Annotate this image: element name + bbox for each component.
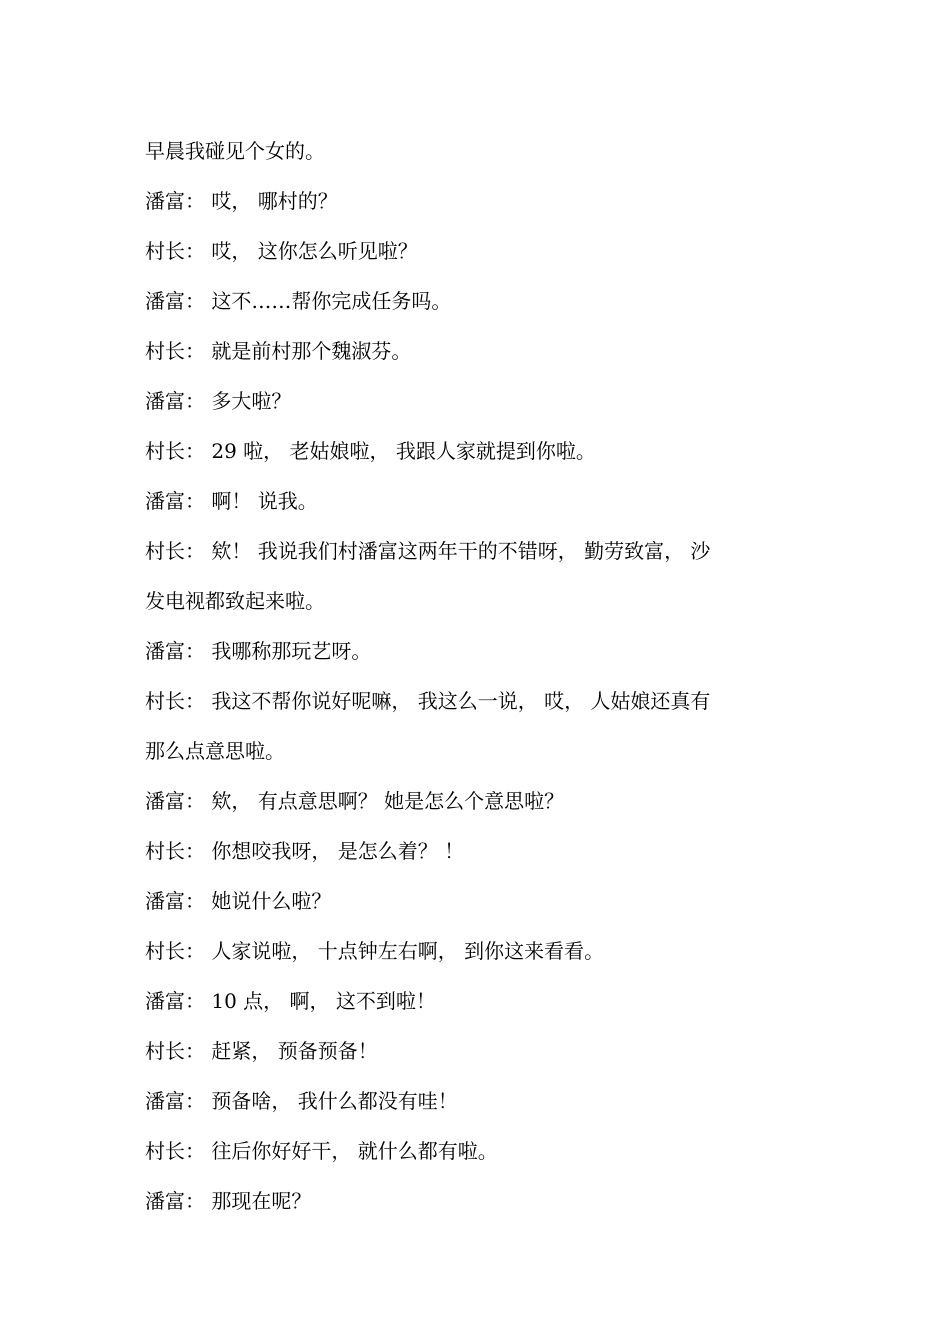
text-line: 村长： 你想咬我呀， 是怎么着？ ！ (145, 839, 465, 863)
script-text (145, 131, 810, 1231)
text-line: 潘富： 欸， 有点意思啊？ 她是怎么个意思啦？ (145, 789, 565, 813)
text-line: 村长： 往后你好好干， 就什么都有啦。 (145, 1139, 498, 1163)
text-line: 潘富： 多大啦？ (145, 389, 292, 413)
text-line: 村长： 29 啦， 老姑娘啦， 我跟人家就提到你啦。 (145, 439, 596, 463)
text-line: 那么点意思啦。 (145, 739, 285, 763)
text-line: 村长： 赶紧， 预备预备！ (145, 1039, 378, 1063)
text-line: 潘富： 哎， 哪村的？ (145, 189, 338, 213)
text-line: 潘富： 预备啥， 我什么都没有哇！ (145, 1089, 458, 1113)
text-line: 村长： 我这不帮你说好呢嘛， 我这么一说， 哎， 人姑娘还真有 (145, 689, 711, 713)
text-line: 村长： 欸！ 我说我们村潘富这两年干的不错呀， 勤劳致富， 沙 (145, 539, 711, 563)
text-line: 潘富： 她说什么啦？ (145, 889, 332, 913)
text-line: 村长： 人家说啦， 十点钟左右啊， 到你这来看看。 (145, 939, 605, 963)
text-line: 发电视都致起来啦。 (145, 589, 325, 613)
text-line: 潘富： 啊！ 说我。 (145, 489, 318, 513)
text-line: 潘富： 10 点， 啊， 这不到啦！ (145, 989, 436, 1013)
text-line: 村长： 哎， 这你怎么听见啦？ (145, 239, 418, 263)
text-line: 村长： 就是前村那个魏淑芬。 (145, 339, 412, 363)
text-line: 早晨我碰见个女的。 (145, 139, 325, 163)
text-line: 潘富： 我哪称那玩艺呀。 (145, 639, 372, 663)
text-line: 潘富： 那现在呢？ (145, 1189, 312, 1213)
text-line: 潘富： 这不……帮你完成任务吗。 (145, 289, 452, 313)
